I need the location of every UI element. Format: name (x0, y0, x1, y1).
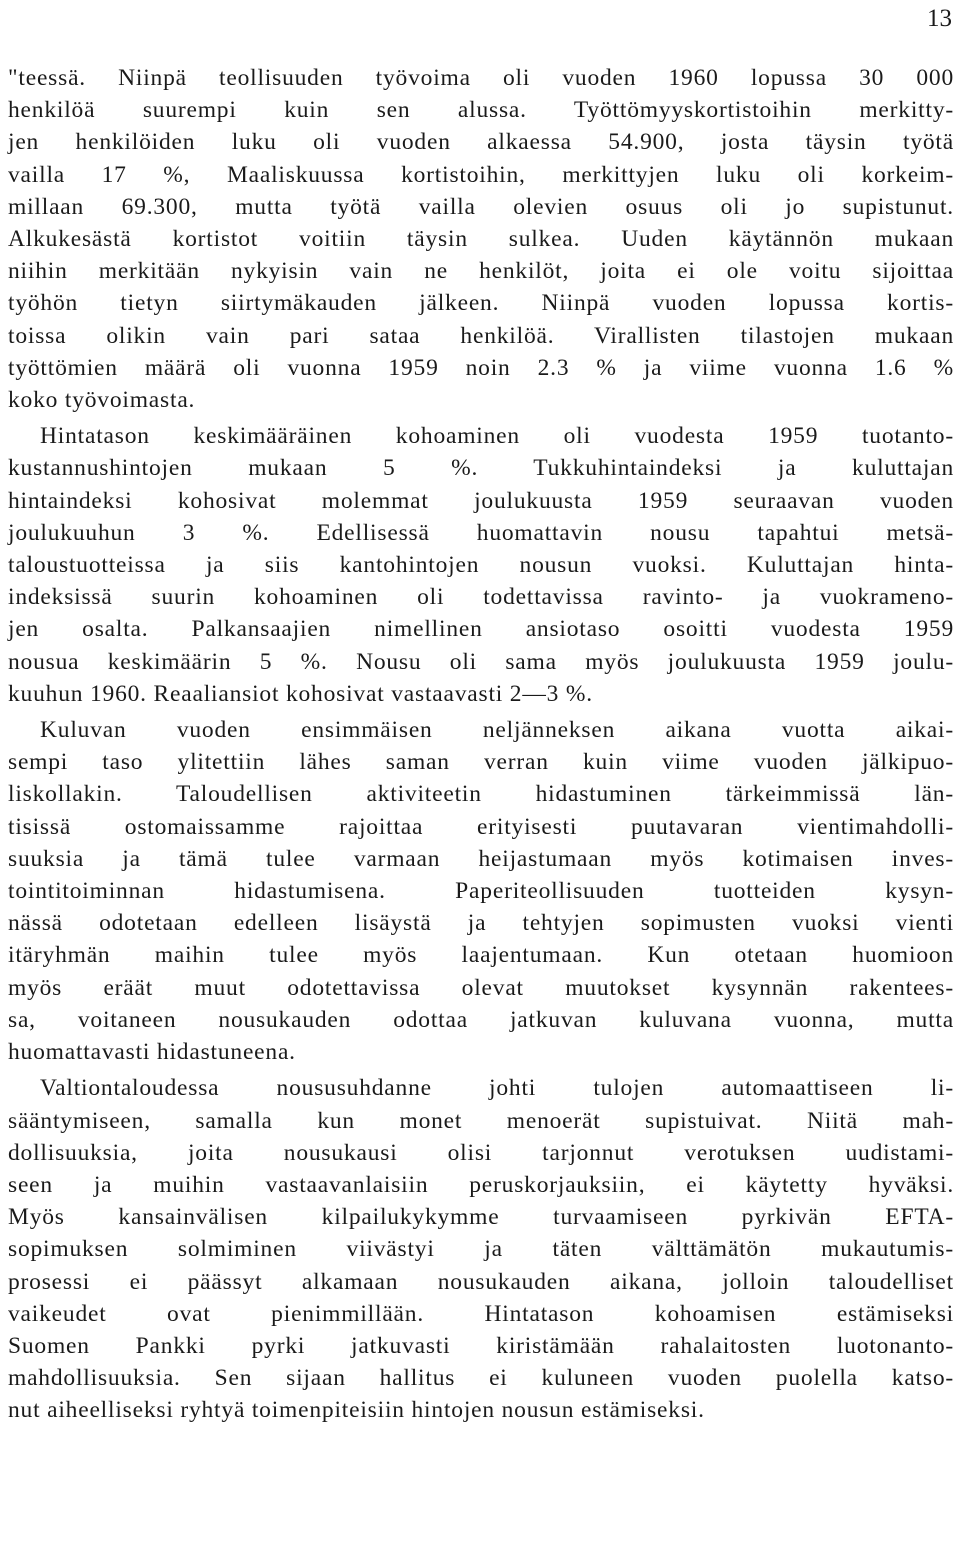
text-line: henkilöä suurempi kuin sen alussa. Työttömyyskortistoihin merkitty- (8, 97, 954, 124)
text-line: työhön tietyn siirtymäkauden jälkeen. Niinpä vuoden lopussa kortis- (8, 290, 954, 317)
text-line: Kuluvan vuoden ensimmäisen neljänneksen aikana vuotta aikai- (40, 717, 954, 744)
text-line: vailla 17 %, Maaliskuussa kortistoihin, merkittyjen luku oli korkeim- (8, 161, 954, 188)
text-line: seen ja muihin vastaavanlaisiin peruskorjauksiin, ei käytetty hyväksi. (8, 1171, 954, 1198)
text-line: Suomen Pankki pyrki jatkuvasti kiristämään rahalaitosten luotonanto- (8, 1332, 954, 1359)
text-line: koko työvoimasta. (8, 387, 196, 414)
text-line: taloustuotteissa ja siis kantohintojen nousun vuoksi. Kuluttajan hinta- (8, 552, 954, 579)
page-body (8, 62, 954, 1431)
text-line: jen henkilöiden luku oli vuoden alkaessa 54.900, josta täysin työtä (8, 129, 954, 156)
text-line: Hintatason keskimääräinen kohoaminen oli vuodesta 1959 tuotanto- (40, 423, 954, 450)
paragraph-2 (8, 420, 954, 710)
text-line: prosessi ei päässyt alkamaan nousukauden aikana, jolloin taloudelliset (8, 1268, 954, 1295)
text-line: sempi taso ylitettiin lähes saman verran kuin viime vuoden jälkipuo- (8, 749, 954, 776)
text-line: millaan 69.300, mutta työtä vailla olevien osuus oli jo supistunut. (8, 193, 954, 220)
text-line: Myös kansainvälisen kilpailukykymme turvaamiseen pyrkivän EFTA- (8, 1204, 954, 1231)
text-line: nut aiheelliseksi ryhtyä toimenpiteisiin hintojen nousun estämiseksi. (8, 1397, 705, 1424)
text-line: vaikeudet ovat pienimmillään. Hintatason kohoamisen estämiseksi (8, 1300, 954, 1327)
text-line: sa, voitaneen nousukauden odottaa jatkuvan kuluvana vuonna, mutta (8, 1006, 954, 1033)
text-line: itäryhmän maihin tulee myös laajentumaan. Kun otetaan huomioon (8, 942, 954, 969)
text-line: jen osalta. Palkansaajien nimellinen ansiotaso osoitti vuodesta 1959 (8, 616, 954, 643)
text-line: sääntymiseen, samalla kun monet menoerät supistuivat. Niitä mah- (8, 1107, 954, 1134)
text-line: kustannushintojen mukaan 5 %. Tukkuhintaindeksi ja kuluttajan (8, 455, 954, 482)
text-line: hintaindeksi kohosivat molemmat joulukuusta 1959 seuraavan vuoden (8, 487, 954, 514)
text-line: nousua keskimäärin 5 %. Nousu oli sama myös joulukuusta 1959 joulu- (8, 648, 954, 675)
text-line: sopimuksen solmiminen viivästyi ja täten välttämätön mukautumis- (8, 1236, 954, 1263)
text-line: Valtiontaloudessa noususuhdanne johti tulojen automaattiseen li- (40, 1075, 954, 1102)
text-line: indeksissä suurin kohoaminen oli todettavissa ravinto- ja vuokrameno- (8, 584, 954, 611)
text-line: toissa olikin vain pari sataa henkilöä. Virallisten tilastojen mukaan (8, 322, 954, 349)
text-line: dollisuuksia, joita nousukausi olisi tarjonnut verotuksen uudistami- (8, 1139, 954, 1166)
paragraph-4 (8, 1072, 954, 1426)
text-line: kuuhun 1960. Reaaliansiot kohosivat vastaavasti 2—3 %. (8, 680, 593, 707)
text-line: suuksia ja tämä tulee varmaan heijastumaan myös kotimaisen inves- (8, 845, 954, 872)
text-line: niihin merkitään nykyisin vain ne henkilöt, joita ei ole voitu sijoittaa (8, 258, 954, 285)
paragraph-3 (8, 714, 954, 1068)
text-line: nässä odotetaan edelleen lisäystä ja tehtyjen sopimusten vuoksi vienti (8, 910, 954, 937)
text-line: huomattavasti hidastuneena. (8, 1039, 296, 1066)
paragraph-1 (8, 62, 954, 416)
text-line: mahdollisuuksia. Sen sijaan hallitus ei kuluneen vuoden puolella katso- (8, 1365, 954, 1392)
text-line: "teessä. Niinpä teollisuuden työvoima oli vuoden 1960 lopussa 30 000 (8, 65, 954, 91)
text-line: tisissä ostomaissamme rajoittaa erityisesti puutavaran vientimahdolli- (8, 813, 954, 840)
text-line: työttömien määrä oli vuonna 1959 noin 2.3 % ja viime vuonna 1.6 % (8, 354, 954, 381)
text-line: liskollakin. Taloudellisen aktiviteetin hidastuminen tärkeimmissä län- (8, 781, 954, 808)
text-line: Alkukesästä kortistot voitiin täysin sulkea. Uuden käytännön mukaan (8, 226, 954, 253)
page-number: 13 (927, 5, 952, 32)
text-line: tointitoiminnan hidastumisena. Paperiteollisuuden tuotteiden kysyn- (8, 878, 954, 905)
text-line: joulukuuhun 3 %. Edellisessä huomattavin nousu tapahtui metsä- (8, 519, 954, 546)
text-line: myös eräät muut odotettavissa olevat muutokset kysynnän rakentees- (8, 974, 954, 1001)
